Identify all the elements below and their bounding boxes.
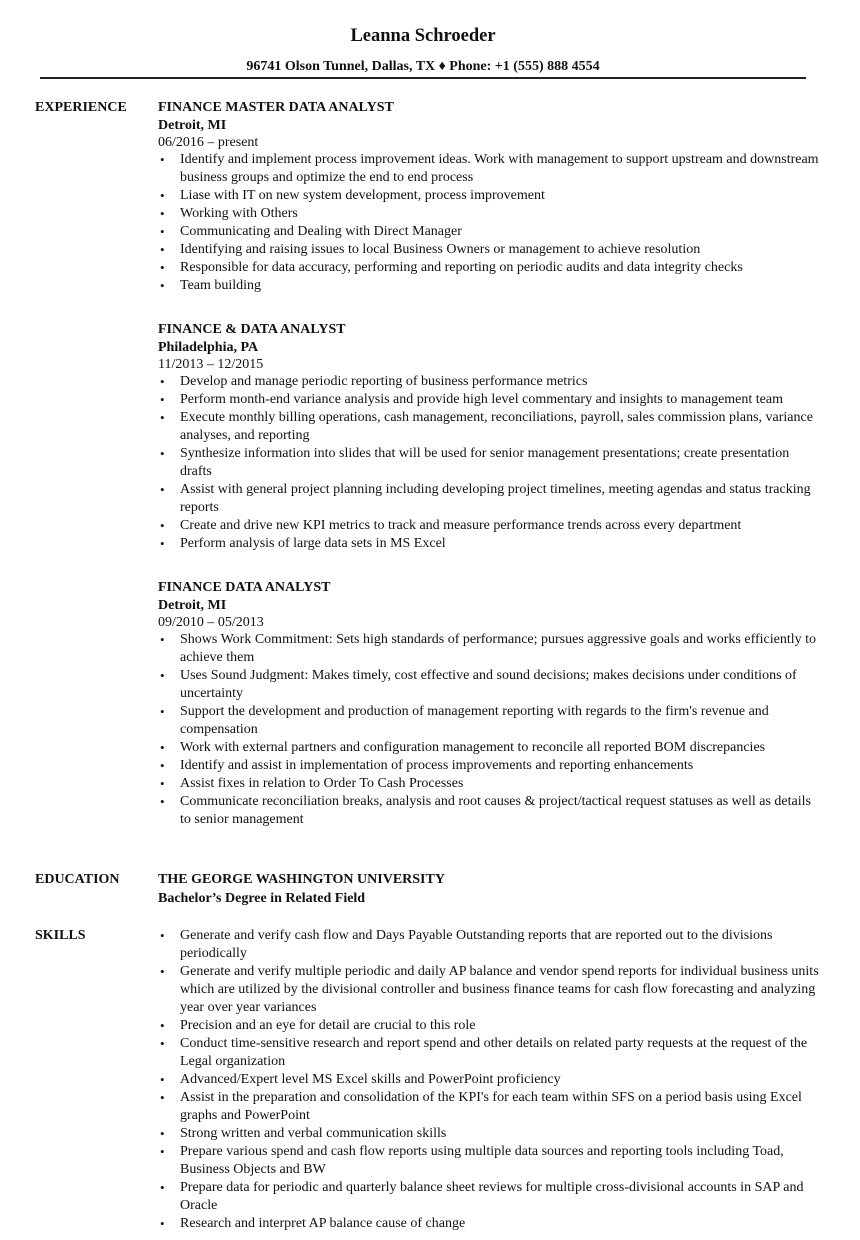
job-location: Detroit, MI: [158, 118, 227, 133]
education-content: [158, 871, 820, 909]
list-item: • Uses Sound Judgment: Makes timely, cost effective and sound decisions; makes decisions under conditions of uncertainty: [158, 667, 820, 703]
list-item: • Work with external partners and configuration management to reconcile all reported BOM discrepancies: [158, 739, 820, 757]
section-label-experience: EXPERIENCE: [35, 100, 127, 115]
list-item: • Assist in the preparation and consolidation of the KPI's for each team within SFS on a period basis using Excel graphs and PowerPoint: [158, 1089, 820, 1125]
list-item: • Synthesize information into slides that will be used for senior management presentations; create presentation drafts: [158, 445, 820, 481]
experience-content: [158, 99, 820, 855]
job-location: Philadelphia, PA: [158, 340, 259, 355]
skills-content: [158, 927, 820, 1233]
header-divider: [40, 77, 806, 79]
job-dates: 09/2010 – 05/2013: [158, 615, 264, 630]
job-bullets: [158, 631, 820, 829]
job-title: FINANCE & DATA ANALYST: [158, 322, 346, 337]
resume-header: [0, 24, 846, 76]
degree: Bachelor’s Degree in Related Field: [158, 891, 366, 906]
job-dates: 11/2013 – 12/2015: [158, 357, 264, 372]
list-item: • Communicating and Dealing with Direct Manager: [158, 223, 820, 241]
section-label-skills: SKILLS: [35, 928, 86, 943]
list-item: • Perform analysis of large data sets in MS Excel: [158, 535, 820, 553]
job-entry: [158, 579, 820, 829]
job-title: FINANCE DATA ANALYST: [158, 580, 331, 595]
list-item: • Generate and verify cash flow and Days Payable Outstanding reports that are reported out to the divisions periodically: [158, 927, 820, 963]
list-item: • Assist with general project planning including developing project timelines, meeting agendas and status tracking reports: [158, 481, 820, 517]
list-item: • Liase with IT on new system development, process improvement: [158, 187, 820, 205]
contact-line: 96741 Olson Tunnel, Dallas, TX ♦ Phone: +1 (555) 888 4554: [246, 59, 600, 74]
list-item: • Strong written and verbal communication skills: [158, 1125, 820, 1143]
list-item: • Identifying and raising issues to local Business Owners or management to achieve resolution: [158, 241, 820, 259]
list-item: • Identify and assist in implementation of process improvements and reporting enhancements: [158, 757, 820, 775]
list-item: • Perform month-end variance analysis and provide high level commentary and insights to management team: [158, 391, 820, 409]
list-item: • Assist fixes in relation to Order To Cash Processes: [158, 775, 820, 793]
job-bullets: [158, 151, 820, 295]
list-item: • Develop and manage periodic reporting of business performance metrics: [158, 373, 820, 391]
list-item: • Research and interpret AP balance cause of change: [158, 1215, 820, 1233]
list-item: • Execute monthly billing operations, cash management, reconciliations, payroll, sales commission plans, variance analyses, and reporting: [158, 409, 820, 445]
school-name: THE GEORGE WASHINGTON UNIVERSITY: [158, 872, 445, 887]
list-item: • Working with Others: [158, 205, 820, 223]
list-item: • Advanced/Expert level MS Excel skills and PowerPoint proficiency: [158, 1071, 820, 1089]
skills-list: [158, 927, 820, 1233]
job-entry: [158, 99, 820, 295]
candidate-name: Leanna Schroeder: [350, 26, 496, 46]
job-location: Detroit, MI: [158, 598, 227, 613]
list-item: • Create and drive new KPI metrics to track and measure performance trends across every department: [158, 517, 820, 535]
job-dates: 06/2016 – present: [158, 135, 259, 150]
job-entry: [158, 321, 820, 553]
list-item: • Identify and implement process improvement ideas. Work with management to support upstream and downstream business groups and optimize the end to end process: [158, 151, 820, 187]
list-item: • Generate and verify multiple periodic and daily AP balance and vendor spend reports for individual business units which are utilized by the divisional controller and business finance teams for cash flow forecasting and analyzing year over year variances: [158, 963, 820, 1017]
list-item: • Prepare data for periodic and quarterly balance sheet reviews for multiple cross-divisional accounts in SAP and Oracle: [158, 1179, 820, 1215]
list-item: • Shows Work Commitment: Sets high standards of performance; pursues aggressive goals and works efficiently to achieve them: [158, 631, 820, 667]
list-item: • Support the development and production of management reporting with regards to the firm's revenue and compensation: [158, 703, 820, 739]
section-label-education: EDUCATION: [35, 872, 120, 887]
list-item: • Communicate reconciliation breaks, analysis and root causes & project/tactical request statuses as well as details to senior management: [158, 793, 820, 829]
list-item: • Team building: [158, 277, 820, 295]
job-bullets: [158, 373, 820, 553]
list-item: • Conduct time-sensitive research and report spend and other details on related party requests at the request of the Legal organization: [158, 1035, 820, 1071]
list-item: • Responsible for data accuracy, performing and reporting on periodic audits and data integrity checks: [158, 259, 820, 277]
job-title: FINANCE MASTER DATA ANALYST: [158, 100, 394, 115]
list-item: • Prepare various spend and cash flow reports using multiple data sources and reporting tools including Toad, Business Objects and BW: [158, 1143, 820, 1179]
list-item: • Precision and an eye for detail are crucial to this role: [158, 1017, 820, 1035]
